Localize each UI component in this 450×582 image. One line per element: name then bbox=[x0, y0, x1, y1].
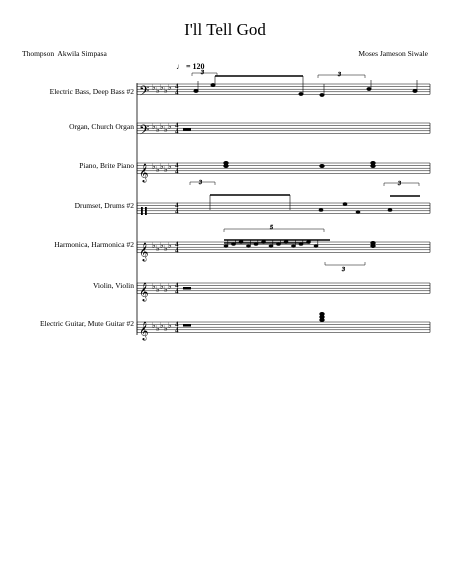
instrument-label-harmonica: Harmonica, Harmonica #2 bbox=[54, 240, 134, 249]
svg-text:4: 4 bbox=[175, 281, 179, 290]
time-signatures bbox=[175, 83, 179, 335]
bass-clef-icon: 𝄢 bbox=[139, 124, 150, 141]
flat-icon: ♭ bbox=[160, 321, 164, 330]
instrument-label-violin: Violin, Violin bbox=[92, 281, 134, 290]
svg-text:4: 4 bbox=[175, 161, 179, 170]
treble-clef-icon: 𝄞 bbox=[139, 323, 149, 340]
composer-credit: Moses Jameson Siwale bbox=[358, 49, 428, 58]
treble-clef-icon: 𝄞 bbox=[139, 165, 149, 182]
flat-icon: ♭ bbox=[164, 324, 168, 333]
flat-icon: ♭ bbox=[164, 125, 168, 134]
clefs bbox=[139, 85, 149, 341]
flat-icon: ♭ bbox=[152, 83, 156, 92]
tempo-marking: ♩ = 120 bbox=[176, 62, 205, 71]
flat-icon: ♭ bbox=[168, 321, 172, 330]
instrument-label-guitar: Electric Guitar, Mute Guitar #2 bbox=[39, 319, 134, 328]
svg-text:4: 4 bbox=[175, 287, 179, 296]
flat-icon: ♭ bbox=[152, 241, 156, 250]
flat-icon: ♭ bbox=[160, 162, 164, 171]
notes bbox=[194, 76, 420, 322]
svg-text:4: 4 bbox=[175, 240, 179, 249]
instrument-label-drums: Drumset, Drums #2 bbox=[74, 201, 134, 210]
flat-icon: ♭ bbox=[160, 241, 164, 250]
bass-clef-icon: 𝄢 bbox=[139, 85, 150, 102]
flat-icon: ♭ bbox=[160, 83, 164, 92]
lyricist-credit: Thompson Akwila Simpasa bbox=[22, 49, 107, 58]
flat-icon: ♭ bbox=[156, 165, 160, 174]
flat-icon: ♭ bbox=[156, 86, 160, 95]
staff-lines bbox=[137, 84, 430, 332]
svg-text:4: 4 bbox=[175, 82, 179, 91]
flat-icon: ♭ bbox=[152, 162, 156, 171]
flat-icon: ♭ bbox=[164, 285, 168, 294]
flat-icon: ♭ bbox=[152, 321, 156, 330]
flat-icon: ♭ bbox=[156, 324, 160, 333]
rests bbox=[183, 128, 191, 327]
flat-icon: ♭ bbox=[156, 285, 160, 294]
treble-clef-icon: 𝄞 bbox=[139, 244, 149, 261]
tuplet-number: 5 bbox=[270, 225, 273, 231]
instrument-label-bass: Electric Bass, Deep Bass #2 bbox=[49, 87, 134, 96]
svg-text:4: 4 bbox=[175, 326, 179, 335]
instrument-label-piano: Piano, Brite Piano bbox=[79, 161, 134, 170]
flat-icon: ♭ bbox=[168, 83, 172, 92]
tuplet-number: 3 bbox=[201, 70, 204, 76]
tuplet-number: 3 bbox=[199, 180, 202, 186]
svg-text:4: 4 bbox=[175, 88, 179, 97]
tuplet-number: 3 bbox=[338, 72, 341, 78]
tuplet-number: 3 bbox=[342, 267, 345, 273]
flat-icon: ♭ bbox=[164, 244, 168, 253]
svg-text:4: 4 bbox=[175, 201, 179, 210]
tuplet-number: 3 bbox=[398, 181, 401, 187]
flat-icon: ♭ bbox=[156, 244, 160, 253]
percussion-clef-icon bbox=[141, 207, 143, 215]
flat-icon: ♭ bbox=[152, 122, 156, 131]
flat-icon: ♭ bbox=[168, 122, 172, 131]
score-title: I'll Tell God bbox=[184, 20, 266, 39]
flat-icon: ♭ bbox=[160, 282, 164, 291]
svg-text:4: 4 bbox=[175, 246, 179, 255]
flat-icon: ♭ bbox=[168, 241, 172, 250]
svg-text:4: 4 bbox=[175, 127, 179, 136]
svg-text:4: 4 bbox=[175, 320, 179, 329]
svg-text:4: 4 bbox=[175, 121, 179, 130]
flat-icon: ♭ bbox=[164, 165, 168, 174]
flat-icon: ♭ bbox=[160, 122, 164, 131]
svg-text:4: 4 bbox=[175, 167, 179, 176]
flat-icon: ♭ bbox=[156, 125, 160, 134]
svg-text:4: 4 bbox=[175, 207, 179, 216]
flat-icon: ♭ bbox=[164, 86, 168, 95]
flat-icon: ♭ bbox=[168, 162, 172, 171]
flat-icon: ♭ bbox=[152, 282, 156, 291]
treble-clef-icon: 𝄞 bbox=[139, 284, 149, 301]
flat-icon: ♭ bbox=[168, 282, 172, 291]
instrument-label-organ: Organ, Church Organ bbox=[69, 122, 134, 131]
